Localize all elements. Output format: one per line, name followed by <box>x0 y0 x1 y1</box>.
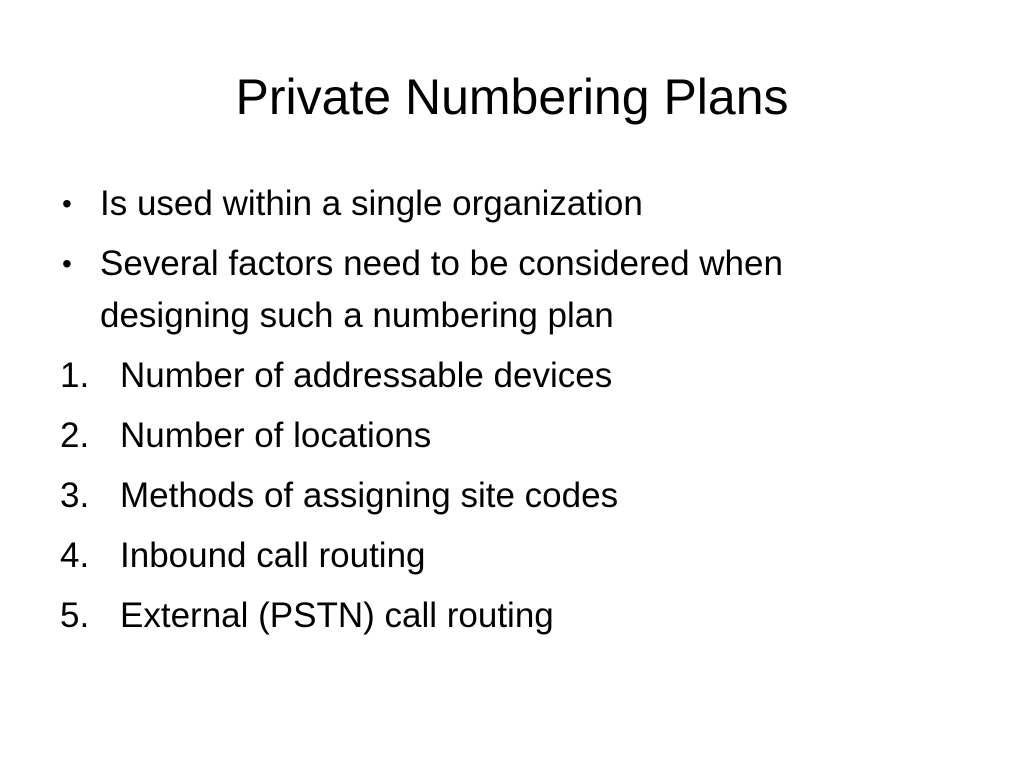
list-number: 3. <box>60 476 90 515</box>
numbered-item <box>60 590 960 642</box>
numbered-text: Number of locations <box>120 416 432 455</box>
bullet-icon: • <box>62 188 72 219</box>
bullet-text-line: Several factors need to be considered when <box>100 244 783 283</box>
slide-title: Private Numbering Plans <box>235 69 789 125</box>
list-number: 2. <box>60 416 90 455</box>
numbered-text: Methods of assigning site codes <box>120 476 619 515</box>
bullet-text: Is used within a single organization <box>100 184 643 223</box>
numbered-item <box>60 530 960 582</box>
list-number: 4. <box>60 536 90 575</box>
slide-body <box>60 178 960 642</box>
numbered-item <box>60 350 960 402</box>
bullet-item <box>60 178 960 230</box>
numbered-text: External (PSTN) call routing <box>120 596 554 635</box>
bullet-text-line: designing such a numbering plan <box>100 296 614 335</box>
numbered-item <box>60 410 960 462</box>
list-number: 5. <box>60 596 90 635</box>
bullet-item <box>60 238 960 342</box>
bullet-icon: • <box>62 248 72 279</box>
list-number: 1. <box>60 356 90 395</box>
numbered-item <box>60 470 960 522</box>
numbered-text: Inbound call routing <box>120 536 426 575</box>
numbered-text: Number of addressable devices <box>120 356 613 395</box>
